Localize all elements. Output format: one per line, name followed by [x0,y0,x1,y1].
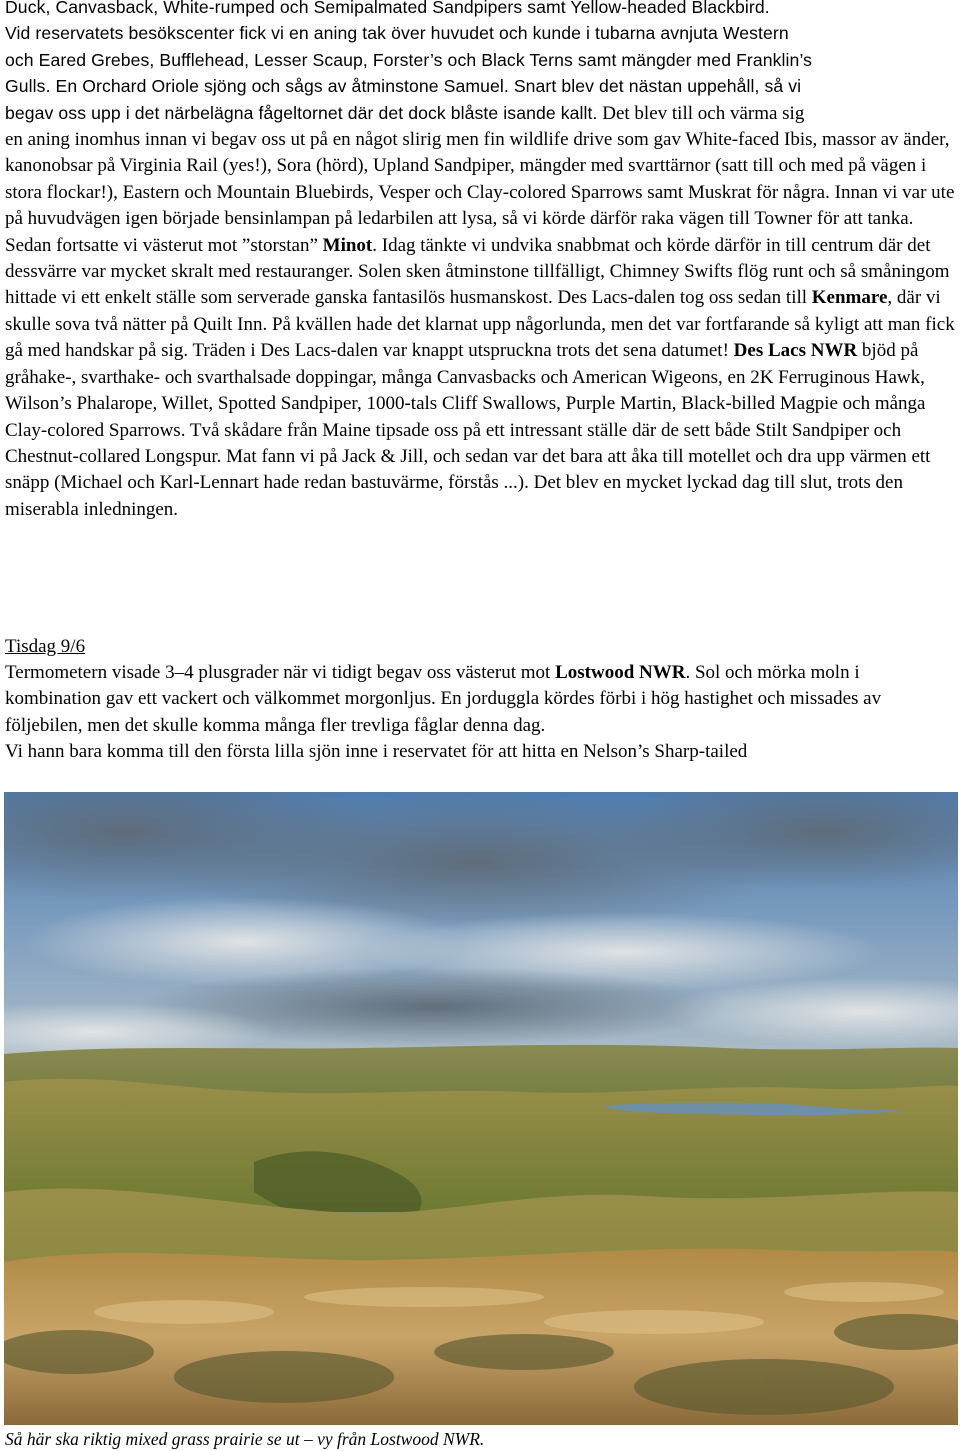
text-line [5,100,957,127]
photo-caption: Så här ska riktig mixed grass prairie se ut – vy från Lostwood NWR. [5,1429,485,1449]
text-span: begav oss upp i det närbelägna fågeltornet där det dock blåste isande kallt. [5,102,598,123]
text-flow [5,660,957,739]
place-name: Minot [322,234,373,256]
text-flow [5,127,957,523]
text-span: bjöd på gråhake-, svarthake- och svarthalsade doppingar, många Canvasbacks och American Wigeons, en 2K Ferruginous Hawk, Wilson’s Phalarope, Willet, Spotted Sandpiper, 1000-tals Cliff Swallows, Purple Martin, Black-billed Magpie och många Clay-colored Sparrows. Två skådare från Maine tipsade oss på ett intressant ställe där de sett både Stilt Sandpiper och Chestnut-collared Longspur. Mat fann vi på Jack & Jill, och sedan var det bara att åka till motellet och dra upp värmen ett snäpp (Michael och Karl-Lennart hade redan bastuvärme, förstås ...). Det blev en mycket lyckad dag till slut, trots den miserabla inledningen. [5,340,931,520]
text-span: . Idag tänkte vi undvika snabbmat och körde därför in till centrum där det dessvärre var mycket skralt med restauranger. Solen sken åtminstone tillfälligt, Chimney Swifts flög runt och så småningom hittade vi ett enkelt ställe som serverade ganska fantasilös husmanskost. Des Lacs-dalen tog oss sedan till [5,234,950,309]
place-name: Lostwood NWR [555,662,686,683]
report-paragraph [5,660,957,766]
text-line: och Eared Grebes, Bufflehead, Lesser Scaup, Forster’s och Black Terns samt mängder med Franklin’s [5,49,813,70]
place-name: Kenmare [811,287,888,309]
text-line: Duck, Canvasback, White-rumped och Semipalmated Sandpipers samt Yellow-headed Blackbird. [5,0,770,17]
text-span: Det blev till och värma sig [597,102,805,124]
text-line: Vid reservatets besökscenter fick vi en aning tak över huvudet och kunde i tubarna avnjuta Western [5,23,789,44]
text-line: Gulls. En Orchard Oriole sjöng och sågs av åtminstone Samuel. Snart blev det nästan uppehåll, så vi [5,76,802,97]
text-span: . Sol och mörka moln i kombination gav ett vackert och välkommet morgonljus. En jorduggla kördes förbi i hög hastighet och missades av följebilen, men det skulle komma många fler trevliga fåglar denna dag. [5,662,882,736]
place-name: Des Lacs NWR [733,340,858,362]
text-line: Vi hann bara komma till den första lilla sjön inne i reservatet för att hitta en Nelson’s Sharp-tailed [5,741,748,763]
clouds [4,792,958,1062]
text-span: Termometern visade 3–4 plusgrader när vi tidigt begav oss västerut mot [5,662,556,683]
report-paragraph [5,0,957,523]
prairie-photo-illustration [4,792,958,1425]
day-heading: Tisdag 9/6 [5,636,86,657]
prairie-landscape-photo [4,792,958,1425]
mid-hills [4,1079,958,1212]
text-span: en aning inomhus innan vi begav oss ut på en något slirig men fin wildlife drive som gav White-faced Ibis, massor av änder, kanonobsar på Virginia Rail (yes!), Sora (hörd), Upland Sandpiper, mängder med svarttärnor (satt till och med på vägen i stora flockar!), Eastern och Mountain Bluebirds, Vesper och Clay-colored Sparrows samt Muskrat för några. Innan vi var ute på huvudvägen igen började bensinlampan på ledarbilen att lysa, så vi körde därför raka vägen till Towner för att tanka. Sedan fortsatte vi västerut mot ”storstan” [5,129,955,256]
text-span: , där vi skulle sova två nätter på Quilt Inn. På kvällen hade det klarnat upp någorlunda, men det var fortfarande så kyligt att man fick gå med handskar på sig. Träden i Des Lacs-dalen var knappt utspruckna trots det sena datumet! [5,287,955,362]
